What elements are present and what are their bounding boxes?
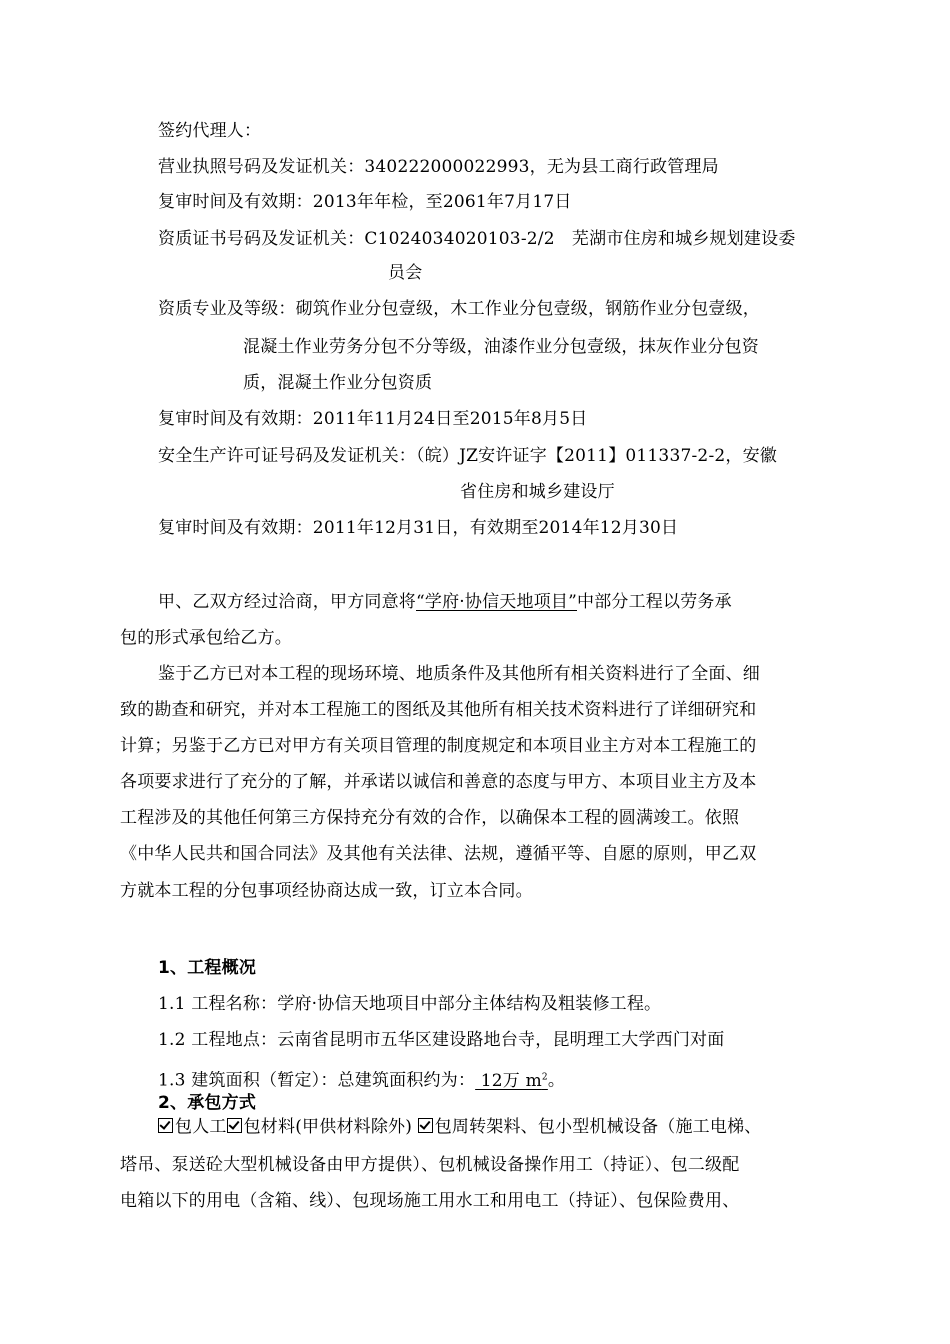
section2-heading: 2、承包方式 [158, 1093, 257, 1113]
building-area-item: 1.3 建筑面积（暂定）：总建筑面积约为： 12万 $m^2$。 [158, 1070, 566, 1091]
qualification-grade-line2: 混凝土作业劳务分包不分等级，油漆作业分包壹级，抹灰作业分包资 [243, 337, 759, 357]
contract-scope-line3: 电箱以下的用电（含箱、线）、包现场施工用水工和用电工（持证）、包保险费用、 [120, 1191, 740, 1211]
qualification-review: 复审时间及有效期：2011年11月24日至2015年8月5日 [158, 409, 588, 429]
signing-agent: 签约代理人： [158, 121, 262, 141]
building-area-value: 12万 $m^2$ [475, 1070, 548, 1091]
safety-review: 复审时间及有效期：2011年12月31日，有效期至2014年12月30日 [158, 518, 679, 538]
section1-heading: 1、工程概况 [158, 958, 257, 978]
business-license: 营业执照号码及发证机关：340222000022993，无为县工商行政管理局 [158, 157, 719, 177]
paragraph2-line5: 工程涉及的其他任何第三方保持充分有效的合作，以确保本工程的圆满竣工。依照 [120, 808, 740, 828]
contract-scope-line1: 包人工 包材料(甲供材料除外) 包周转架料、包小型机械设备（施工电梯、 [158, 1116, 762, 1138]
contract-scope-line2: 塔吊、泵送砼大型机械设备由甲方提供）、包机械设备操作用工（持证）、包二级配 [120, 1155, 740, 1175]
paragraph2-line7: 方就本工程的分包事项经协商达成一致，订立本合同。 [120, 881, 533, 901]
checked-checkbox-icon[interactable] [418, 1118, 433, 1133]
paragraph2-line2: 致的勘查和研究，并对本工程施工的图纸及其他所有相关技术资料进行了详细研究和 [120, 700, 757, 720]
intro-paragraph-line1: 甲、乙双方经过洽商，甲方同意将“学府·协信天地项目”中部分工程以劳务承 [158, 592, 732, 612]
checked-checkbox-icon[interactable] [158, 1118, 173, 1133]
safety-permit-line2: 省住房和城乡建设厅 [460, 482, 615, 502]
paragraph2-line3: 计算；另鉴于乙方已对甲方有关项目管理的制度规定和本项目业主方对本工程施工的 [120, 736, 757, 756]
intro-paragraph-line2: 包的形式承包给乙方。 [120, 628, 292, 648]
safety-permit-line1: 安全生产许可证号码及发证机关：（皖）JZ安许证字【2011】011337-2-2，安徽 [158, 446, 778, 466]
paragraph2-line4: 各项要求进行了充分的了解，并承诺以诚信和善意的态度与甲方、本项目业主方及本 [120, 772, 757, 792]
paragraph2-line6: 《中华人民共和国合同法》及其他有关法律、法规，遵循平等、自愿的原则，甲乙双 [120, 844, 757, 864]
qualification-grade-line1: 资质专业及等级：砌筑作业分包壹级，木工作业分包壹级，钢筋作业分包壹级， [158, 299, 760, 319]
qualification-grade-line3: 质，混凝土作业分包资质 [243, 373, 433, 393]
paragraph2-line1: 鉴于乙方已对本工程的现场环境、地质条件及其他所有相关资料进行了全面、细 [158, 664, 760, 684]
qualification-cert-line1: 资质证书号码及发证机关：C1024034020103-2/2 芜湖市住房和城乡规划建设委 [158, 229, 796, 249]
qualification-cert-line2: 员会 [388, 263, 423, 283]
project-location-item: 1.2 工程地点：云南省昆明市五华区建设路地台寺，昆明理工大学西门对面 [158, 1030, 725, 1050]
project-name: “学府·协信天地项目” [416, 592, 577, 612]
checked-checkbox-icon[interactable] [227, 1118, 242, 1133]
license-review: 复审时间及有效期：2013年年检，至2061年7月17日 [158, 192, 572, 212]
project-name-item: 1.1 工程名称：学府·协信天地项目中部分主体结构及粗装修工程。 [158, 994, 662, 1014]
